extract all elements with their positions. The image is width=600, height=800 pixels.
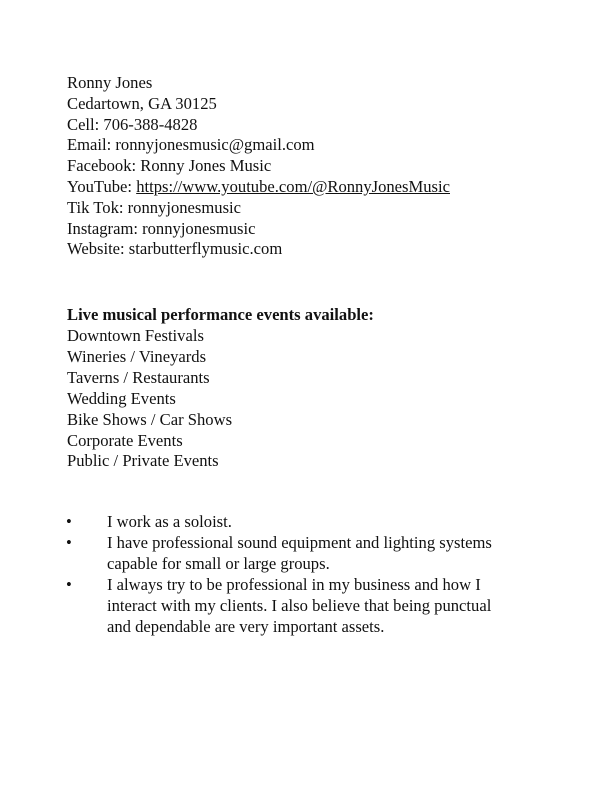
contact-name: Ronny Jones [67, 73, 153, 92]
event-item: Wineries / Vineyards [67, 346, 207, 366]
bullet-icon: • [66, 575, 72, 594]
bullet-item-line: and dependable are very important assets. [107, 617, 385, 636]
bullet-item-line: I have professional sound equipment and lighting systems [107, 533, 492, 552]
bullet-item-line: interact with my clients. I also believe that being punctual [107, 596, 492, 615]
event-item: Taverns / Restaurants [67, 367, 210, 387]
bullet-icon: • [66, 512, 72, 531]
event-item: Wedding Events [67, 388, 176, 408]
contact-youtube [67, 176, 450, 197]
bullet-icon: • [66, 533, 72, 552]
event-item: Downtown Festivals [67, 326, 204, 345]
contact-email: Email: ronnyjonesmusic@gmail.com [67, 135, 315, 154]
event-item: Bike Shows / Car Shows [67, 409, 233, 429]
contact-location: Cedartown, GA 30125 [67, 94, 217, 113]
contact-website: Website: starbutterflymusic.com [67, 239, 283, 258]
bullet-item-line: I always try to be professional in my business and how I [107, 575, 481, 594]
bullet-item-line: capable for small or large groups. [107, 554, 330, 573]
youtube-link[interactable]: https://www.youtube.com/@RonnyJonesMusic [136, 177, 450, 196]
bullet-item-line: I work as a soloist. [107, 512, 232, 531]
youtube-label: YouTube: [67, 177, 137, 196]
event-item: Public / Private Events [67, 451, 219, 471]
contact-instagram: Instagram: ronnyjonesmusic [67, 219, 256, 238]
events-heading: Live musical performance events available: [67, 305, 374, 324]
contact-facebook: Facebook: Ronny Jones Music [67, 156, 272, 175]
event-item: Corporate Events [67, 430, 183, 450]
contact-cell: Cell: 706-388-4828 [67, 115, 198, 134]
contact-tiktok: Tik Tok: ronnyjonesmusic [67, 198, 242, 217]
